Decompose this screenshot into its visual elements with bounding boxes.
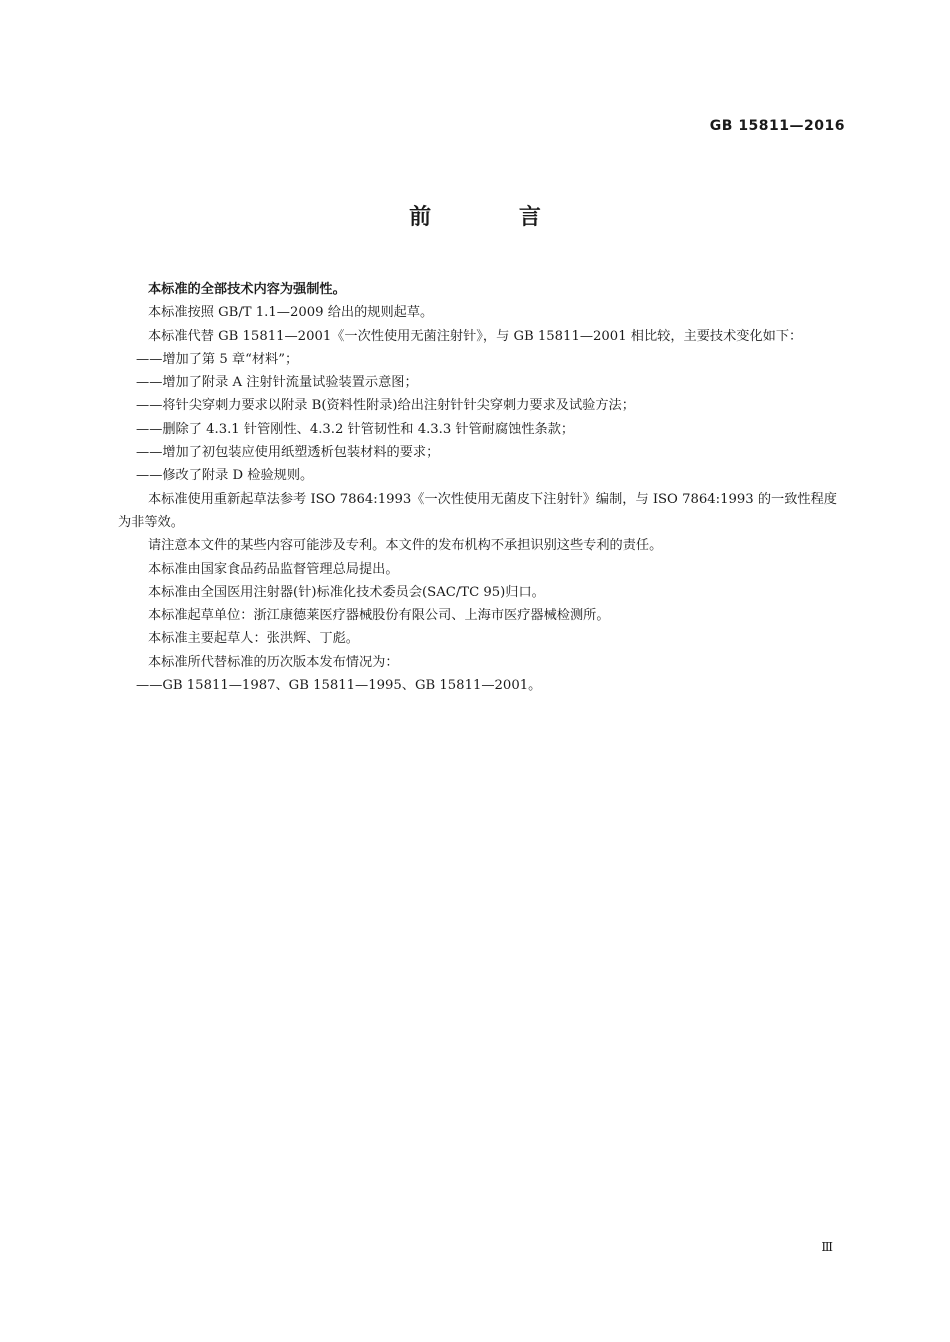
change-item: ——增加了初包装应使用纸塑透析包装材料的要求；	[136, 445, 440, 461]
history-item: ——GB 15811—1987、GB 15811—1995、GB 15811—2001。	[136, 678, 542, 694]
mandatory-statement: 本标准的全部技术内容为强制性。	[148, 282, 346, 297]
page-number: Ⅲ	[821, 1240, 833, 1254]
history-intro-paragraph: 本标准所代替标准的历次版本发布情况为：	[148, 654, 399, 670]
drafters-paragraph: 本标准主要起草人：张洪辉、丁彪。	[148, 631, 359, 647]
drafting-rule-paragraph: 本标准按照 GB/T 1.1—2009 给出的规则起草。	[148, 305, 434, 321]
document-body	[118, 278, 848, 697]
change-item: ——增加了附录 A 注射针流量试验装置示意图；	[136, 375, 418, 391]
change-item: ——删除了 4.3.1 针管刚性、4.3.2 针管韧性和 4.3.3 针管耐腐蚀性条款；	[136, 421, 575, 437]
change-item: ——将针尖穿刺力要求以附录 B(资料性附录)给出注射针针尖穿刺力要求及试验方法；	[136, 398, 635, 414]
standard-number: GB 15811—2016	[709, 118, 845, 134]
drafting-units-paragraph: 本标准起草单位：浙江康德莱医疗器械股份有限公司、上海市医疗器械检测所。	[148, 608, 610, 624]
committee-paragraph: 本标准由全国医用注射器(针)标准化技术委员会(SAC/TC 95)归口。	[148, 584, 545, 600]
reference-paragraph: 本标准使用重新起草法参考 ISO 7864:1993《一次性使用无菌皮下注射针》编制，与 ISO 7864:1993 的一致性程度为非等效。	[118, 491, 837, 530]
proposer-paragraph: 本标准由国家食品药品监督管理总局提出。	[148, 561, 399, 577]
patent-notice: 请注意本文件的某些内容可能涉及专利。本文件的发布机构不承担识别这些专利的责任。	[148, 538, 663, 554]
change-item: ——增加了第 5 章“材料”；	[136, 351, 299, 367]
change-item: ——修改了附录 D 检验规则。	[136, 468, 314, 484]
replacement-paragraph: 本标准代替 GB 15811—2001《一次性使用无菌注射针》，与 GB 15811—2001 相比较，主要技术变化如下：	[148, 328, 803, 344]
page-title: 前 言	[409, 205, 581, 230]
